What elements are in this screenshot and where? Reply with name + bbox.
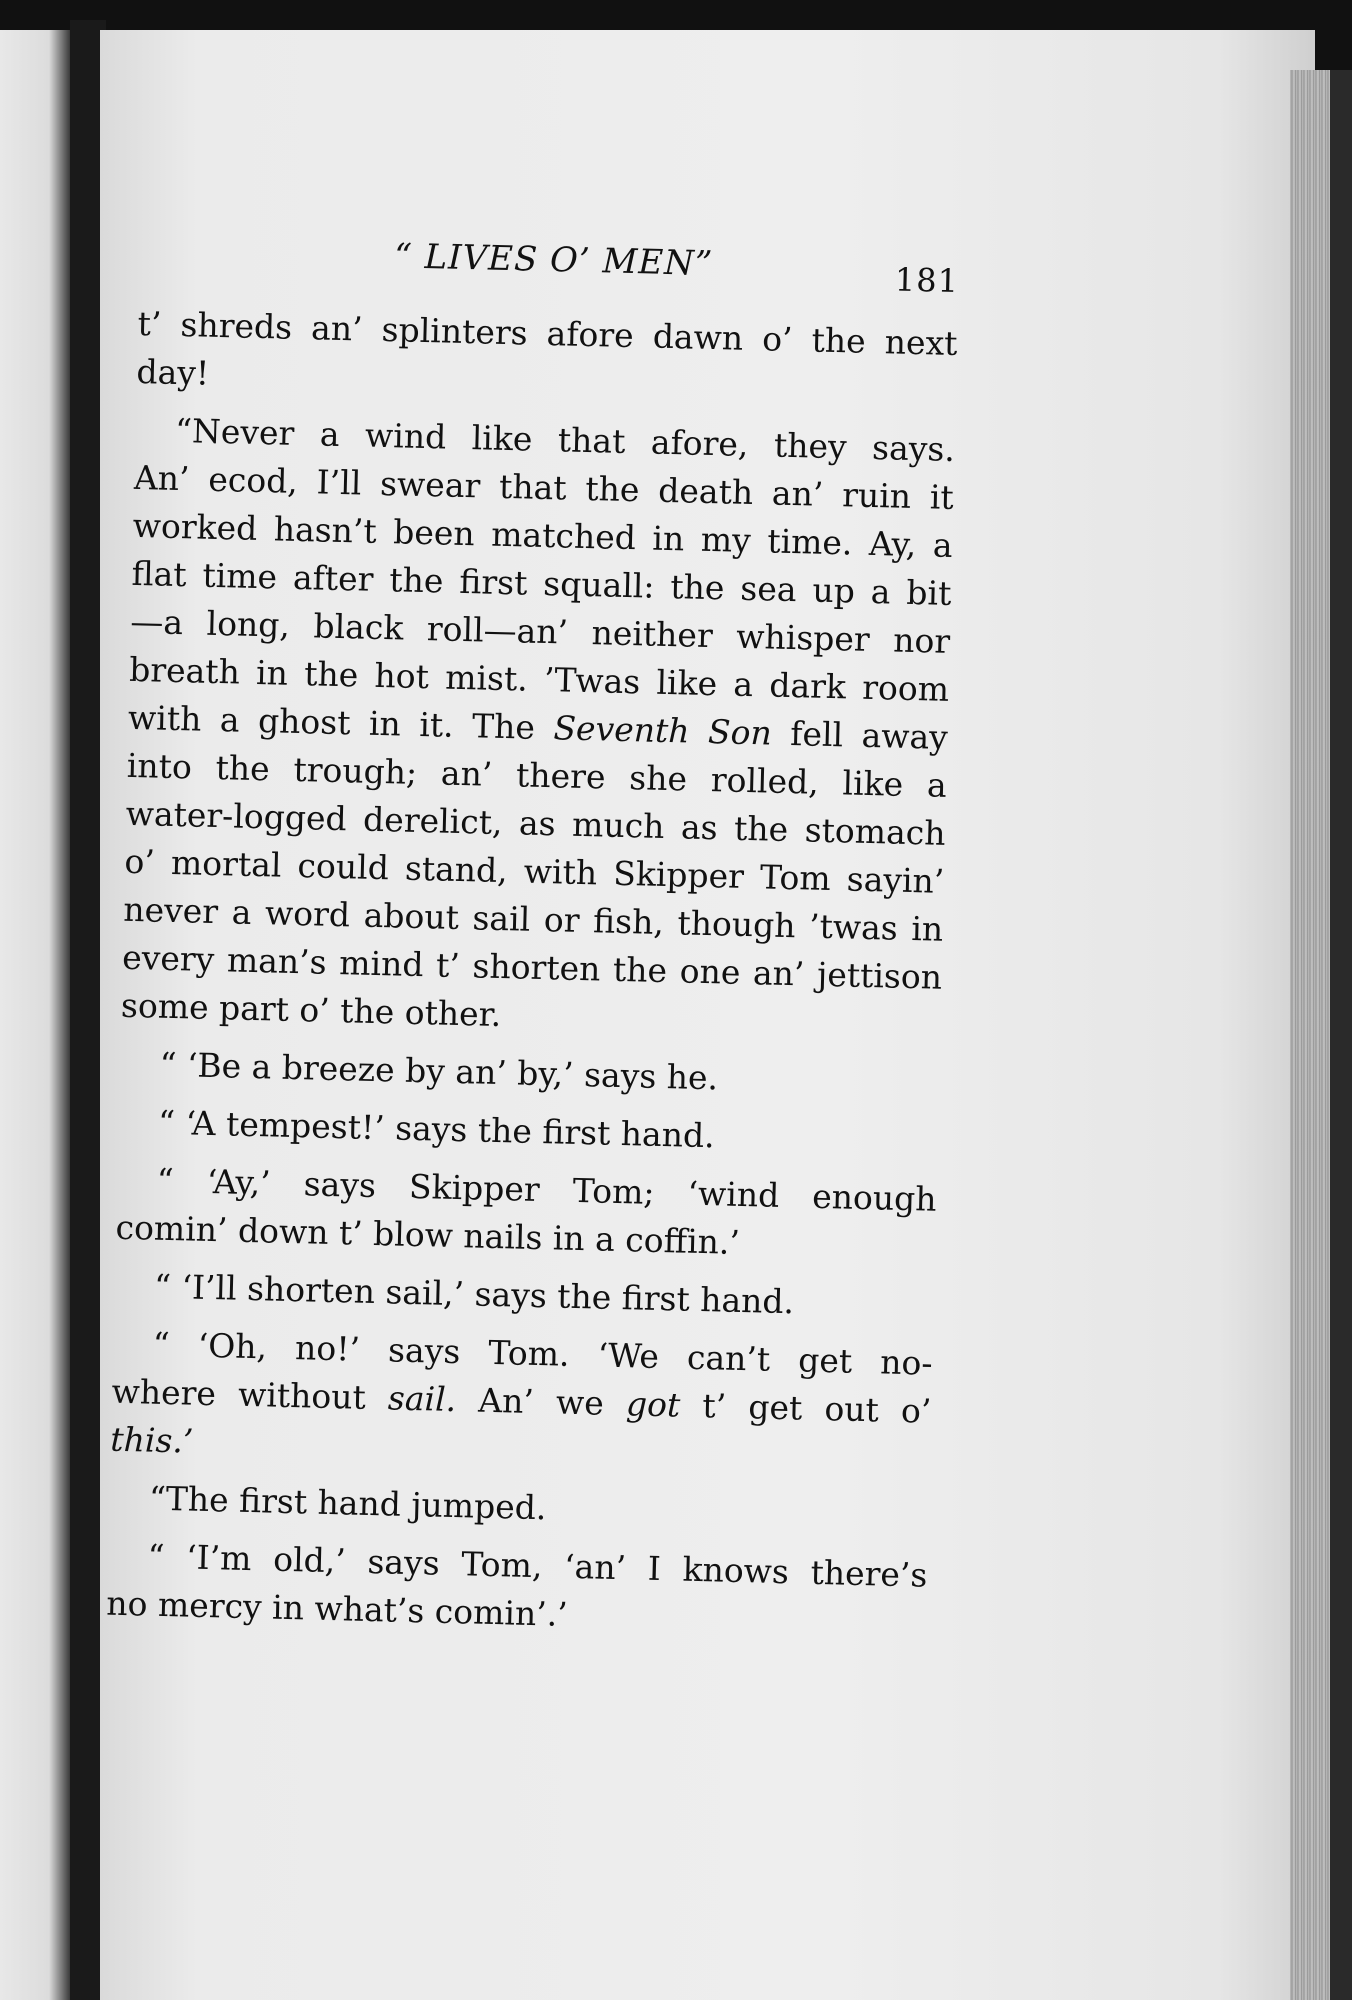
text-line (114, 1262, 935, 1330)
text-segment: flat time after the first squall: the sea up a bit (131, 553, 952, 613)
text-segment: An’ ecod, I’ll swear that the death an’ ruin it (133, 457, 955, 517)
page-number: 181 (894, 260, 960, 301)
text-segment: no mercy in what’s comin’.’ (105, 1583, 569, 1634)
text-segment: never a word about sail or fish, though ’twas in (122, 889, 944, 949)
text-line (119, 1040, 940, 1108)
text-segment: t’ shreds an’ splinters afore dawn o’ the next (137, 303, 958, 364)
text-segment: day! (136, 351, 210, 393)
text-segment: “ ‘I’ll shorten sail,’ says the first hand. (153, 1266, 795, 1322)
text-segment: t’ get out o’ (679, 1385, 932, 1431)
text-segment: “Never a wind like that afore, they says. (174, 410, 956, 469)
italic-text: this.’ (109, 1419, 194, 1461)
text-segment: “ ‘Oh, no!’ says Tom. ‘We can’t get no- (152, 1324, 934, 1383)
text-segment: “ ‘Be a breeze by an’ by,’ says he. (159, 1044, 719, 1098)
text-segment: —a long, black roll—an’ neither whisper nor (129, 601, 951, 661)
text-segment: some part o’ the other. (120, 985, 502, 1035)
text-segment: “ ‘Ay,’ says Skipper Tom; ‘wind enough (156, 1160, 938, 1219)
text-line (118, 1098, 939, 1166)
italic-text: Seventh Son (553, 708, 773, 753)
text-segment: worked hasn’t been matched in my time. Ay, a (132, 505, 954, 565)
text-segment: “ ‘I’m old,’ says Tom, ‘an’ I knows there’s (147, 1536, 928, 1595)
text-segment: comin’ down t’ blow nails in a coffin.’ (115, 1207, 741, 1262)
text-segment: every man’s mind t’ shorten the one an’ jettison (121, 937, 943, 997)
book-cover-edge (1330, 70, 1352, 2000)
text-segment: fell away (771, 713, 949, 757)
text-segment: o’ mortal could stand, with Skipper Tom sayin’ (124, 841, 945, 901)
body-text (106, 300, 958, 1648)
text-segment: “The first hand jumped. (148, 1478, 547, 1528)
running-head-title: “ LIVES O’ MEN” (393, 236, 714, 285)
page-text-block (106, 230, 960, 1648)
text-line (108, 1474, 929, 1542)
text-segment: breath in the hot mist. ’Twas like a dark room (128, 649, 950, 709)
italic-text: sail. (387, 1378, 457, 1420)
text-segment: into the trough; an’ there she rolled, like a (126, 745, 948, 805)
text-segment: where without (111, 1371, 389, 1418)
left-page-edge (0, 30, 70, 2000)
text-segment: water-logged derelict, as much as the stomach (125, 793, 946, 853)
text-segment: with a ghost in it. The (127, 697, 554, 748)
text-segment: An’ we (455, 1380, 627, 1424)
text-segment: “ ‘A tempest!’ says the first hand. (157, 1102, 716, 1156)
italic-text: got (625, 1384, 681, 1425)
